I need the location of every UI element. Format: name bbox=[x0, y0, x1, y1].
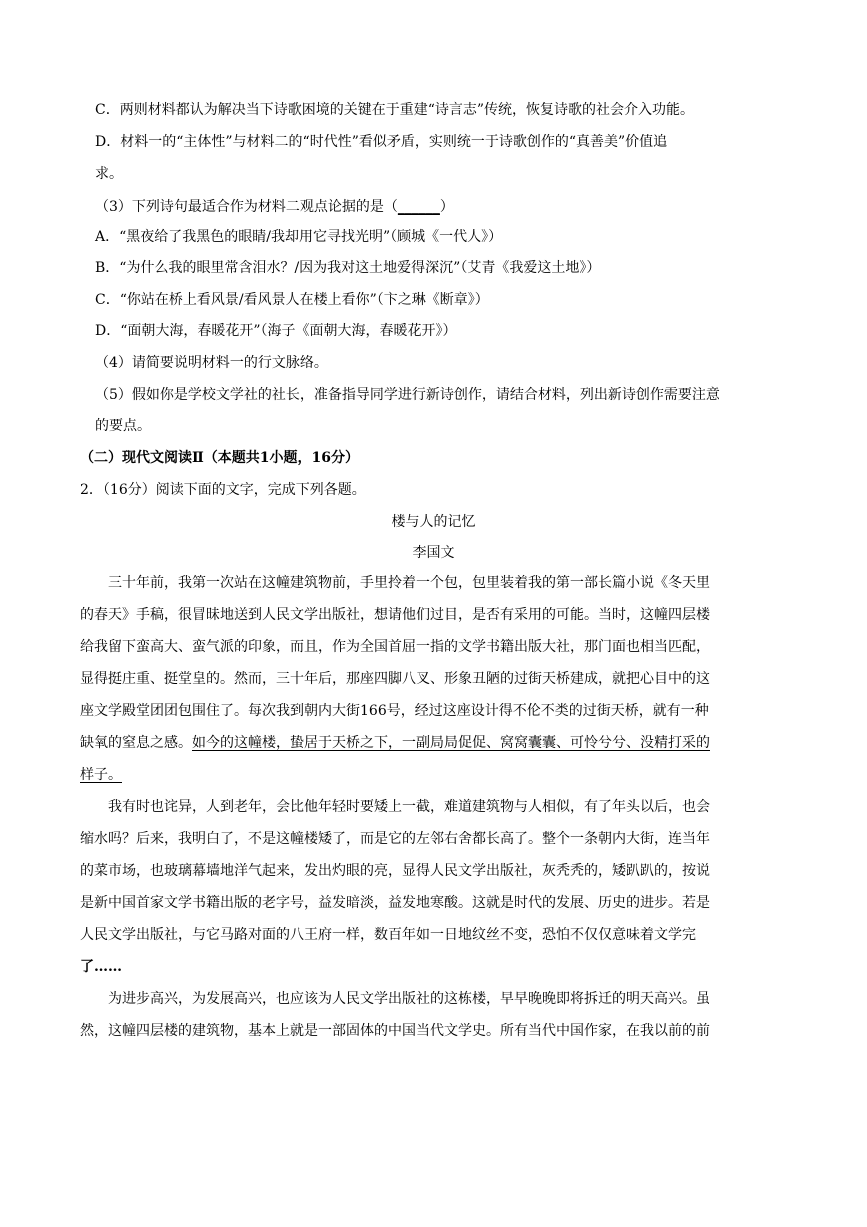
question-5-line1: （5）假如你是学校文学社的社长，准备指导同学进行新诗创作，请结合材料，列出新诗创作需要注意 bbox=[95, 387, 720, 403]
paragraph-2-line4: 是新中国首家文学书籍出版的老字号，益发暗淡，益发地寒酸。这就是时代的发展、历史的进步。若是 bbox=[80, 895, 710, 911]
paragraph-3-line1: 为进步高兴，为发展高兴，也应该为人民文学出版社的这栋楼，早早晚晚即将拆迁的明天高兴。虽 bbox=[108, 991, 710, 1007]
question-2-intro: 2．（16分）阅读下面的文字，完成下列各题。 bbox=[80, 482, 366, 498]
paragraph-1-line4: 显得挺庄重、挺堂皇的。然而，三十年后，那座四脚八叉、形象丑陋的过街天桥建成，就把心目中的这 bbox=[80, 671, 710, 687]
section-heading: （二）现代文阅读Ⅱ（本题共1小题，16分） bbox=[80, 450, 360, 466]
question-3-stem-prefix: （3）下列诗句最适合作为材料二观点论据的是（ bbox=[95, 199, 398, 215]
underlined-sentence-part1: 如今的这幢楼，蛰居于天桥之下，一副局局促促、窝窝囊囊、可怜兮兮、没精打采的 bbox=[192, 735, 710, 751]
paragraph-2-line3: 的菜市场，也玻璃幕墙地洋气起来，发出灼眼的亮，显得人民文学出版社，灰秃秃的，矮趴趴的，按说 bbox=[80, 863, 710, 879]
paragraph-1-line7 bbox=[0, 765, 867, 785]
paragraph-3-line2: 然，这幢四层楼的建筑物，基本上就是一部固体的中国当代文学史。所有当代中国作家，在我以前的前 bbox=[80, 1023, 710, 1039]
question-3-option-d: D．“面朝大海，春暖花开”（海子《面朝大海，春暖花开》） bbox=[95, 323, 457, 339]
question-5-line2: 的要点。 bbox=[95, 418, 151, 434]
paragraph-2-line1: 我有时也诧异，人到老年，会比他年轻时要矮上一截，难道建筑物与人相似，有了年头以后，也会 bbox=[108, 799, 710, 815]
paragraph-1-line3: 给我留下蛮高大、蛮气派的印象，而且，作为全国首屈一指的文学书籍出版大社，那门面也相当匹配， bbox=[80, 639, 710, 655]
paragraph-1-line2: 的春天》手稿，很冒昧地送到人民文学出版社，想请他们过目，是否有采用的可能。当时，这幢四层楼 bbox=[80, 607, 710, 623]
option-d-material-line2: 求。 bbox=[95, 166, 123, 182]
article-title: 楼与人的记忆 bbox=[391, 514, 476, 530]
question-3-option-c: C．“你站在桥上看风景/看风景人在楼上看你”（卞之琳《断章》） bbox=[95, 292, 489, 308]
question-3-stem bbox=[0, 197, 867, 217]
paragraph-1-line6 bbox=[0, 733, 867, 753]
question-3-option-a: A．“黑夜给了我黑色的眼睛/我却用它寻找光明”（顾城《一代人》） bbox=[95, 229, 503, 245]
article-author: 李国文 bbox=[412, 545, 455, 561]
question-3-option-b: B．“为什么我的眼里常含泪水？/因为我对这土地爱得深沉”（艾青《我爱这土地》） bbox=[95, 260, 601, 276]
paragraph-1-line5: 座文学殿堂团团包围住了。每次我到朝内大街166号，经过这座设计得不伦不类的过街天桥，就有一种 bbox=[80, 703, 709, 719]
paragraph-1-line1: 三十年前，我第一次站在这幢建筑物前，手里拎着一个包，包里装着我的第一部长篇小说《冬天里 bbox=[108, 575, 710, 591]
paragraph-2-line2: 缩水吗？后来，我明白了，不是这幢楼矮了，而是它的左邻右舍都长高了。整个一条朝内大街，连当年 bbox=[80, 831, 710, 847]
answer-blank: ______ bbox=[397, 199, 440, 215]
option-c-material: C．两则材料都认为解决当下诗歌困境的关键在于重建“诗言志”传统，恢复诗歌的社会介入功能。 bbox=[95, 102, 695, 118]
paragraph-2-line5: 人民文学出版社，与它马路对面的八王府一样，数百年如一日地纹丝不变，恐怕不仅仅意味着文学完 bbox=[80, 927, 696, 943]
paragraph-1-line6-text: 缺氧的窒息之感。 bbox=[80, 735, 192, 751]
question-4: （4）请简要说明材料一的行文脉络。 bbox=[95, 355, 328, 371]
question-3-stem-suffix: ） bbox=[439, 199, 454, 215]
underlined-sentence-part2: 样子。 bbox=[80, 767, 122, 783]
option-d-material-line1: D．材料一的“主体性”与材料二的“时代性”看似矛盾，实则统一于诗歌创作的“真善美”价值追 bbox=[95, 134, 668, 150]
paragraph-2-line6: 了…… bbox=[80, 959, 122, 975]
